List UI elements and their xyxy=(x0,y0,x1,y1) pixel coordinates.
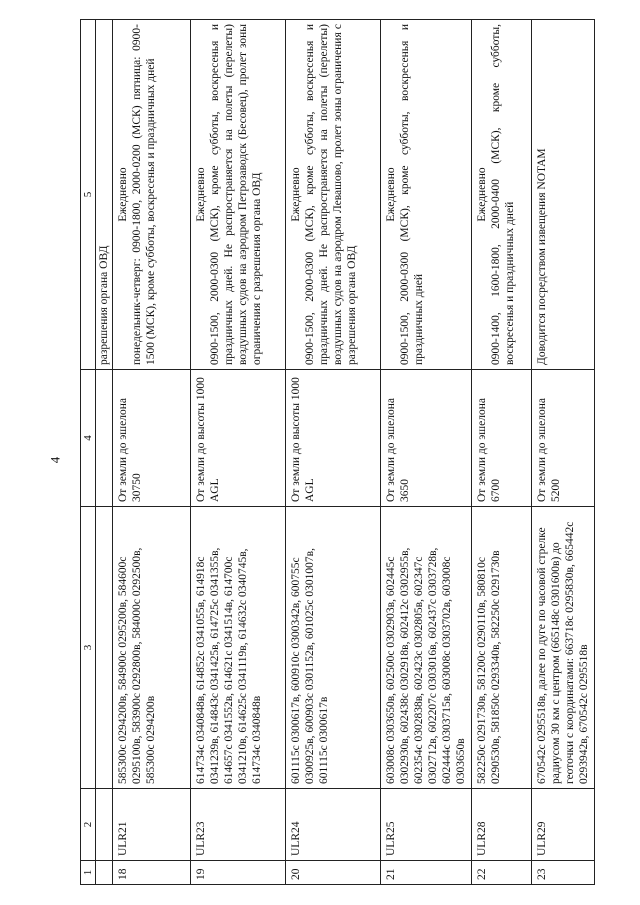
schedule-heading: Ежедневно xyxy=(195,167,207,222)
zone-schedule xyxy=(381,20,472,370)
table-row xyxy=(472,20,532,885)
zone-altitude: От земли до эшелона 5200 xyxy=(532,370,595,507)
restriction-zones-table xyxy=(80,19,595,885)
schedule-text: Доводится посредством извещения NOTAM xyxy=(536,148,548,365)
row-number: 22 xyxy=(472,861,532,885)
zone-coordinates: 670542с 0295518в, далее по дуге по часовой стрелке радиусом 30 км с центром (665148с 0301600в) до геоточки с координатами: 663718с 0295830в, 665442с 0293942в, 670542с 0295518в xyxy=(532,507,595,789)
zone-code: ULR24 xyxy=(286,789,381,861)
zone-coordinates: 582250с 0291730в, 581200с 0290110в, 580810с 0290530в, 581850с 0293340в, 582250с 0291730в xyxy=(472,507,532,789)
zone-coordinates: 601115с 0300617в, 600910с 0300342в, 600755с 0300925в, 600903с 0301152в, 601025с 0301007в, 601115с 0300617в xyxy=(286,507,381,789)
rotated-page xyxy=(80,20,590,885)
zone-altitude: От земли до высоты 1000 AGL xyxy=(191,370,286,507)
schedule-heading: Ежедневно xyxy=(290,167,302,222)
continuation-text: разрешения органа ОВД xyxy=(96,20,113,370)
zone-altitude: От земли до эшелона 6700 xyxy=(472,370,532,507)
zone-schedule xyxy=(532,20,595,370)
row-number: 21 xyxy=(381,861,472,885)
schedule-text: 0900-1500, 2000-0300 (МСК), кроме субботы, воскресенья и праздничных дней. Не распространяется на полеты (перелеты) воздушных судов на аэродром Левашово, пролет зоны ограничения с разрешения органа ОВД xyxy=(304,24,358,365)
zone-schedule xyxy=(113,20,191,370)
zone-code: ULR21 xyxy=(113,789,191,861)
zone-schedule xyxy=(286,20,381,370)
table-row xyxy=(381,20,472,885)
zone-coordinates: 614734с 0340848в, 614852с 0341055в, 614918с 0341239в, 614843с 0341425в, 614725с 0341355в, 614657с 0341552в, 614621с 0341514в, 614700с 0341210в, 614625с 0341119в, 614632с 0340745в, 614734с 0340848в xyxy=(191,507,286,789)
schedule-text: 0900-1500, 2000-0300 (МСК), кроме субботы, воскресенья и праздничных дней. Не распространяется на полеты (перелеты) воздушных судов на аэродром Петрозаводск (Бесовец), пролет зоны ограничения с разрешения органа ОВД xyxy=(209,24,263,365)
header-col-3: 3 xyxy=(81,507,96,789)
zone-code: ULR25 xyxy=(381,789,472,861)
schedule-text: 0900-1500, 2000-0300 (МСК), кроме субботы, воскресенья и праздничных дней xyxy=(399,24,425,365)
table-row xyxy=(191,20,286,885)
header-row xyxy=(81,20,96,885)
header-col-2: 2 xyxy=(81,789,96,861)
table-row xyxy=(286,20,381,885)
page-number: 4 xyxy=(47,456,63,464)
row-number: 23 xyxy=(532,861,595,885)
zone-coordinates: 585300с 0294200в, 584900с 0295200в, 584600с 0295100в, 583900с 0292800в, 584000с 0292500в, 585300с 0294200в xyxy=(113,507,191,789)
zone-schedule xyxy=(191,20,286,370)
header-col-4: 4 xyxy=(81,370,96,507)
zone-code: ULR23 xyxy=(191,789,286,861)
zone-coordinates: 603008с 0303650в, 602500с 0302903в, 602445с 0302930в, 602438с 0302918в, 602412с 0302955в, 602354с 0302838в, 602423с 0302805в, 602347с 0302712в, 602207с 0303016в, 602437с 0303728в, 602444с 0303715в, 603008с 0303702в, 603008с 0303650в xyxy=(381,507,472,789)
schedule-heading: Ежедневно xyxy=(117,167,129,222)
header-col-5: 5 xyxy=(81,20,96,370)
zone-altitude: От земли до эшелона 3650 xyxy=(381,370,472,507)
table-row xyxy=(532,20,595,885)
schedule-text: 0900-1400, 1600-1800, 2000-0400 (МСК), кроме субботы, воскресенья и праздничных дней xyxy=(490,24,516,365)
table-row xyxy=(113,20,191,885)
zone-schedule xyxy=(472,20,532,370)
row-number: 19 xyxy=(191,861,286,885)
row-number: 18 xyxy=(113,861,191,885)
zone-code: ULR28 xyxy=(472,789,532,861)
zone-altitude: От земли до эшелона 30750 xyxy=(113,370,191,507)
continuation-row xyxy=(96,20,113,885)
header-col-1: 1 xyxy=(81,861,96,885)
schedule-text: понедельник-четверг: 0900-1800, 2000-0200 (МСК) пятница: 0900-1500 (МСК), кроме субботы, воскресенья и праздничных дней xyxy=(131,24,157,365)
zone-code: ULR29 xyxy=(532,789,595,861)
row-number: 20 xyxy=(286,861,381,885)
schedule-heading: Ежедневно xyxy=(476,167,488,222)
zone-altitude: От земли до высоты 1000 AGL xyxy=(286,370,381,507)
schedule-heading: Ежедневно xyxy=(385,167,397,222)
